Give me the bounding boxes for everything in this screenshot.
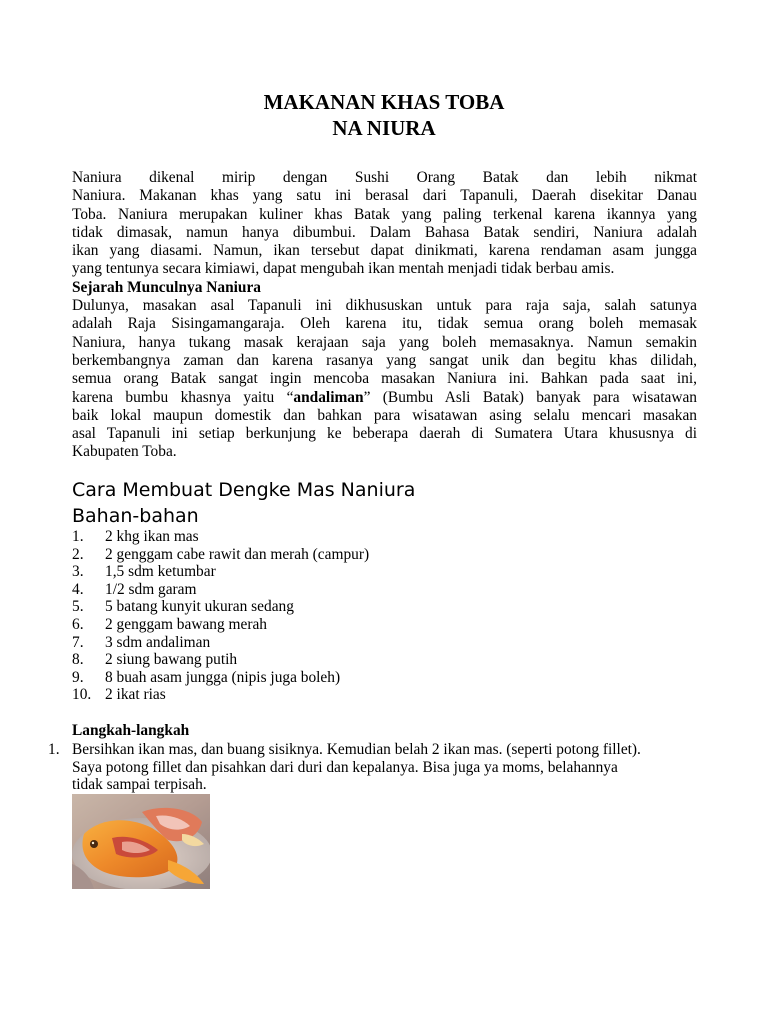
intro-line: yang tentunya secara kimiawi, dapat mengubah ikan mentah menjadi tidak berbau amis. — [72, 260, 615, 278]
history-line-andaliman — [72, 389, 697, 407]
intro-line: tidak dimasak, namun hanya dibumbui. Dalam Bahasa Batak sendiri, Naniura adalah — [72, 223, 697, 241]
step-line: Saya potong fillet dan pisahkan dari duri dan kepalanya. Bisa juga ya moms, belahannya — [72, 758, 618, 776]
ingredient-number: 9. — [72, 668, 84, 686]
ingredient-item — [72, 581, 369, 599]
ingredient-number: 2. — [72, 545, 84, 563]
ingredient-number: 5. — [72, 598, 84, 616]
ingredient-number: 1. — [72, 528, 84, 545]
fish-photo — [72, 794, 210, 889]
history-line: berkembangnya zaman dan karena rasanya yang sangat unik dan begitu khas dilidah, — [72, 351, 697, 369]
recipe-title: Cara Membuat Dengke Mas Naniura — [72, 479, 416, 501]
history-line-post: ” (Bumbu Asli Batak) banyak para wisatawan — [363, 388, 697, 406]
ingredient-number: 7. — [72, 633, 84, 651]
ingredient-text: 3 sdm andaliman — [105, 633, 211, 651]
ingredients-heading: Bahan-bahan — [72, 505, 199, 527]
ingredient-number: 4. — [72, 580, 84, 598]
ingredient-text: 1,5 sdm ketumbar — [105, 563, 216, 581]
title-line-1: MAKANAN KHAS TOBA — [263, 90, 505, 114]
history-line: Kabupaten Toba. — [72, 443, 177, 461]
history-line: baik lokal maupun domestik dan bahkan para wisatawan asing selalu mencari masakan — [72, 406, 697, 424]
intro-line: Toba. Naniura merupakan kuliner khas Batak yang paling terkenal karena ikannya yang — [72, 205, 697, 223]
ingredient-text: 1/2 sdm garam — [105, 580, 197, 598]
history-line: Dulunya, masakan asal Tapanuli ini dikhususkan untuk para raja saja, salah satunya — [72, 297, 697, 315]
history-heading: Sejarah Munculnya Naniura — [72, 278, 261, 296]
steps-heading: Langkah-langkah — [72, 722, 190, 739]
ingredient-text: 5 batang kunyit ukuran sedang — [105, 598, 294, 616]
intro-line: ikan yang diasami. Namun, ikan tersebut dapat dinikmati, karena rendaman asam jungga — [72, 242, 697, 260]
ingredient-text: 2 khg ikan mas — [105, 528, 199, 545]
intro-paragraph — [72, 169, 697, 462]
ingredient-number: 3. — [72, 563, 84, 581]
step-number: 1. — [48, 741, 60, 758]
ingredient-text: 2 siung bawang putih — [105, 651, 238, 669]
ingredient-number: 6. — [72, 615, 84, 633]
history-line-pre: karena bumbu khasnya yaitu “ — [72, 388, 294, 406]
ingredient-item — [72, 634, 369, 652]
ingredient-item — [72, 528, 369, 546]
ingredient-item — [72, 616, 369, 634]
title-line-2: NA NIURA — [332, 116, 436, 140]
step-line: tidak sampai terpisah. — [72, 776, 207, 794]
history-line: Naniura, hanya tukang masak kerajaan saja yang boleh memasaknya. Namun semakin — [72, 333, 697, 351]
intro-line: Naniura dikenal mirip dengan Sushi Orang Batak dan lebih nikmat — [72, 169, 697, 186]
step-text — [72, 741, 708, 794]
ingredient-text: 8 buah asam jungga (nipis juga boleh) — [105, 668, 341, 686]
ingredient-item — [72, 563, 369, 581]
ingredient-number: 8. — [72, 651, 84, 669]
ingredient-item — [72, 546, 369, 564]
ingredient-item — [72, 598, 369, 616]
history-line: asal Tapanuli ini setiap berkunjung ke beberapa daerah di Sumatera Utara khususnya di — [72, 425, 697, 443]
ingredient-number: 10. — [72, 686, 92, 704]
history-line: semua orang Batak sangat ingin mencoba masakan Naniura ini. Bahkan pada saat ini, — [72, 370, 697, 388]
intro-line: Naniura. Makanan khas yang satu ini berasal dari Tapanuli, Daerah disekitar Danau — [72, 187, 697, 205]
ingredient-text: 2 genggam cabe rawit dan merah (campur) — [105, 545, 370, 563]
ingredients-list — [72, 528, 369, 704]
history-line: adalah Raja Sisingamangaraja. Oleh karena itu, tidak semua orang boleh memasak — [72, 315, 697, 333]
andaliman-bold: andaliman — [293, 388, 364, 406]
step-line: Bersihkan ikan mas, dan buang sisiknya. Kemudian belah 2 ikan mas. (seperti potong fillet). — [72, 741, 641, 758]
ingredient-text: 2 ikat rias — [105, 686, 166, 704]
ingredient-item — [72, 669, 369, 687]
ingredient-item — [72, 686, 369, 704]
ingredient-item — [72, 651, 369, 669]
ingredient-text: 2 genggam bawang merah — [105, 615, 267, 633]
